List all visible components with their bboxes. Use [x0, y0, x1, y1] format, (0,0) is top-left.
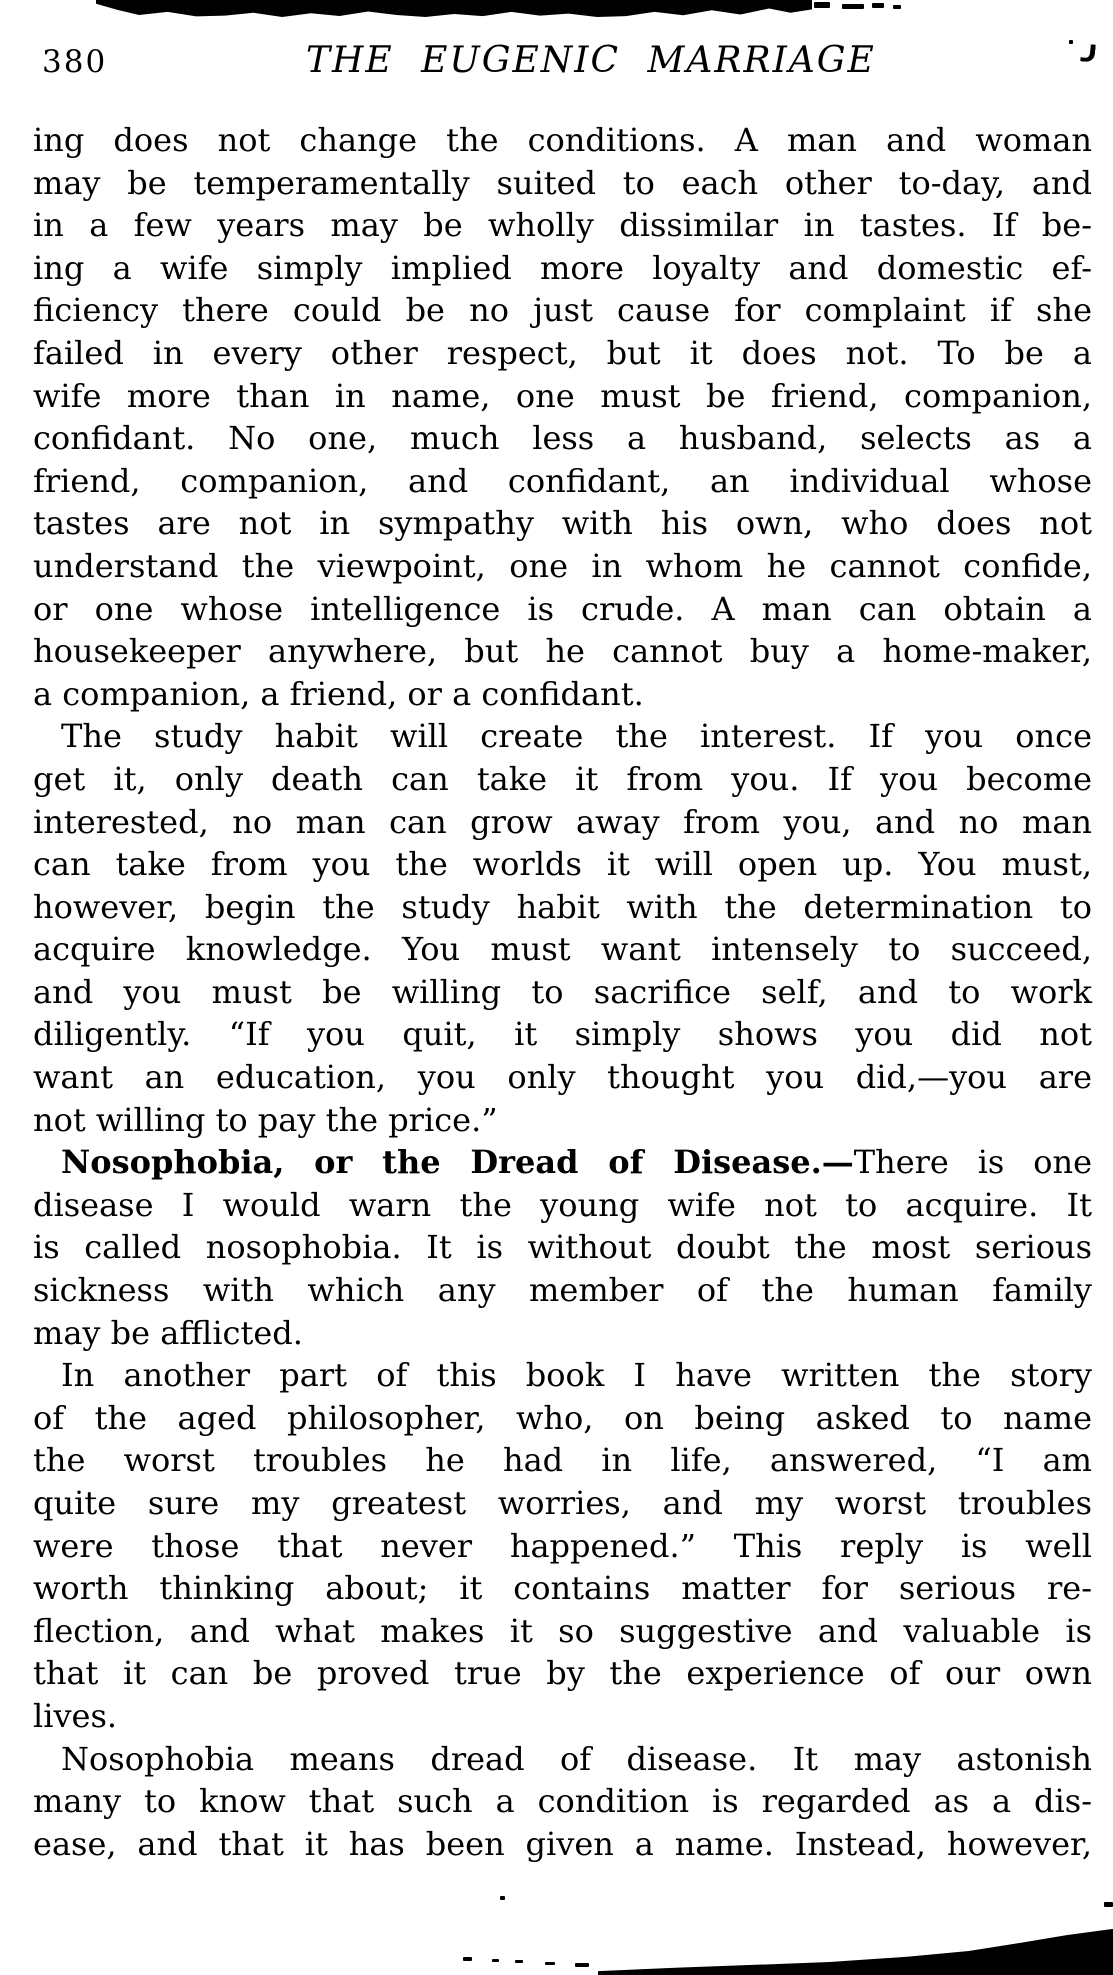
text-line: interested, no man can grow away from you, and no man: [33, 802, 1092, 841]
text-line: want an education, you only thought you did,—you are: [33, 1058, 1092, 1097]
text-line: ease, and that it has been given a name. Instead, however,: [33, 1824, 1092, 1863]
text-line: ing a wife simply implied more loyalty and domestic ef-: [33, 248, 1092, 287]
text-block: [33, 119, 1092, 1865]
scan-speck: [872, 3, 884, 8]
scan-speck: [814, 2, 830, 8]
text-line: wife more than in name, one must be friend, companion,: [33, 376, 1092, 415]
text-line: may be afflicted.: [33, 1313, 303, 1352]
paragraph-lead-bold: Nosophobia, or the Dread of Disease.—: [61, 1143, 854, 1182]
text-line: Nosophobia means dread of disease. It may astonish: [61, 1739, 1092, 1778]
scan-speck: [500, 1896, 505, 1900]
text-line: failed in every other respect, but it does not. To be a: [33, 333, 1092, 372]
text-line: worth thinking about; it contains matter for serious re-: [33, 1569, 1092, 1608]
text-line: flection, and what makes it so suggestive and valuable is: [33, 1611, 1092, 1650]
text-line: housekeeper anywhere, but he cannot buy a home-maker,: [33, 632, 1092, 671]
scan-speck: [492, 1959, 499, 1962]
text-line: ficiency there could be no just cause for complaint if she: [33, 291, 1092, 330]
scan-artifact-top-edge: [96, 0, 812, 17]
text-line: Nosophobia, or the Dread of Disease.—There is one: [61, 1143, 1093, 1182]
text-line: of the aged philosopher, who, on being asked to name: [33, 1398, 1092, 1437]
text-line: or one whose intelligence is crude. A man can obtain a: [33, 589, 1092, 628]
scan-ink-mark: [1080, 43, 1096, 62]
scan-speck: [1069, 40, 1073, 44]
scan-speck: [463, 1957, 472, 1961]
text-line: ing does not change the conditions. A man and woman: [33, 121, 1092, 159]
text-line: a companion, a friend, or a confidant.: [33, 674, 644, 713]
text-line: acquire knowledge. You must want intensely to succeed,: [33, 930, 1092, 969]
text-line: In another part of this book I have written the story: [61, 1356, 1092, 1395]
text-line: however, begin the study habit with the determination to: [33, 887, 1092, 926]
text-line: tastes are not in sympathy with his own, who does not: [33, 504, 1092, 543]
text-line: lives.: [33, 1696, 118, 1735]
scan-artifact-bottom-corner: [598, 1927, 1113, 1975]
text-line: in a few years may be wholly dissimilar in tastes. If be-: [33, 206, 1092, 245]
text-line: may be temperamentally suited to each other to-day, and: [33, 163, 1092, 202]
text-line: sickness with which any member of the human family: [33, 1271, 1092, 1310]
scan-speck: [545, 1962, 555, 1965]
text-line: the worst troubles he had in life, answered, “I am: [33, 1441, 1092, 1480]
text-line: get it, only death can take it from you. If you become: [33, 759, 1092, 798]
text-line: understand the viewpoint, one in whom he cannot confide,: [33, 546, 1092, 585]
scan-speck: [1104, 1902, 1113, 1907]
scan-speck: [515, 1960, 523, 1963]
text-line: confidant. No one, much less a husband, selects as a: [33, 419, 1092, 458]
text-line: many to know that such a condition is regarded as a dis-: [33, 1782, 1092, 1821]
text-line: can take from you the worlds it will open up. You must,: [33, 845, 1092, 884]
text-line: quite sure my greatest worries, and my worst troubles: [33, 1484, 1092, 1522]
text-line: is called nosophobia. It is without doubt the most serious: [33, 1228, 1092, 1267]
text-line: friend, companion, and confidant, an individual whose: [33, 461, 1092, 500]
scan-speck: [575, 1963, 589, 1967]
text-line: The study habit will create the interest. If you once: [61, 717, 1092, 756]
text-line: were those that never happened.” This reply is well: [33, 1526, 1092, 1565]
text-line: and you must be willing to sacrifice self, and to work: [33, 972, 1092, 1011]
running-header-title: THE EUGENIC MARRIAGE: [306, 40, 876, 81]
scan-speck: [842, 4, 864, 9]
page-number: 380: [42, 44, 108, 80]
text-line: that it can be proved true by the experience of our own: [33, 1654, 1092, 1693]
text-line: not willing to pay the price.”: [33, 1100, 498, 1139]
text-line: disease I would warn the young wife not to acquire. It: [33, 1185, 1092, 1224]
scan-speck: [893, 5, 901, 9]
text-line: diligently. “If you quit, it simply shows you did not: [33, 1015, 1092, 1054]
